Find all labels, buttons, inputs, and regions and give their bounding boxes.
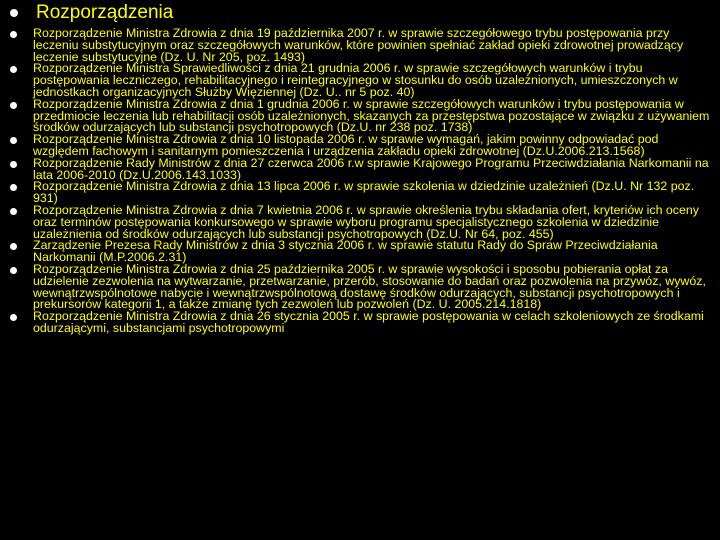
list-item-text: Zarządzenie Prezesa Rady Ministrów z dnia 3 stycznia 2006 r. w sprawie statutu Rady do Spraw Przeciwdziałania Narkomanii (M.P.2006.2.31) [33,238,658,265]
list-item-text: Rozporządzenie Ministra Zdrowia z dnia 26 stycznia 2005 r. w sprawie postępowania w celach szkoleniowych ze środkami odurzającymi, substancjami psychotropowymi [33,309,704,335]
bullet-icon [10,161,17,168]
list-item [0,240,712,264]
title-row [6,2,173,24]
list-item-text: Rozporządzenie Ministra Zdrowia z dnia 7 kwietnia 2006 r. w sprawie określenia trybu składania ofert, kryteriów ich oceny oraz terminów postępowania konkursowego w sprawie wyboru programu specjalistycznego szkolenia w dziedzinie uzależnienia od środków odurzających lub substancji psychotropowych (Dz.U. Nr 64, poz. 455) [33,202,699,241]
list-item-text: Rozporządzenie Ministra Zdrowia z dnia 25 października 2005 r. w sprawie wysokości i sposobu pobierania opłat za udzielenie zezwolenia na wytwarzanie, przetwarzanie, przerób, stosowanie do badań oraz pozwolenia na przywóz, wywóz, wewnątrzwspólnotowe nabycie i wewnątrzwspólnotową dostawę środków odurzających, substancji psychotropowych i prekursorów kategorii 1, a także zmianę tych zezwoleń lub pozwoleń (Dz. U. 2005.214.1818) [33,261,706,312]
list-item-text: Rozporządzenie Ministra Zdrowia z dnia 1 grudnia 2006 r. w sprawie szczegółowych warunków i trybu postępowania w przedmiocie leczenia lub rehabilitacji osób uzależnionych, skazanych za przestępstwa pozostające w związku z używaniem środków odurzających lub substancji psychotropowych (Dz.U. nr 238 poz. 1738) [33,96,710,135]
list-item [0,261,712,312]
bullet-icon [10,184,17,191]
slide-title: Rozporządzenia [36,2,174,23]
bullet-icon [10,31,17,38]
list-item [0,28,712,63]
list-item-text: Rozporządzenie Ministra Sprawiedliwości z dnia 21 grudnia 2006 r. w sprawie szczegółowych warunków i trybu postępowania leczniczego, rehabilitacyjnego i reintegracyjnego w stosunku do osób uzależnionych, umieszczonych w jednostkach organizacyjnych Służby Więziennej (Dz. U.. nr 5 poz. 40) [33,61,678,99]
list-item [0,155,712,182]
bullet-icon [10,243,17,250]
list-item [0,96,712,135]
list-item [0,63,712,98]
bullet-icon [10,137,17,144]
bullet-icon [10,267,17,274]
bullet-icon [10,102,17,109]
list-item [0,202,712,241]
list-item-text: Rozporządzenie Rady Ministrów z dnia 27 czerwca 2006 r.w sprawie Krajowego Programu Przeciwdziałania Narkomanii na lata 2006-2010 (Dz.U.2006.143.1033) [33,155,709,182]
regulations-list [0,28,712,335]
list-item [0,181,712,205]
bullet-icon [10,66,17,73]
list-item-text: Rozporządzenie Ministra Zdrowia z dnia 19 października 2007 r. w sprawie szczegółowego trybu postępowania przy leczeniu substytucyjnym oraz szczegółowych warunków, które powinien spełniać zakład opieki zdrowotnej prowadzący leczenie substytucyjne (Dz. U. Nr 205, poz. 1493) [33,26,684,64]
list-item [0,311,712,335]
list-item-text: Rozporządzenie Ministra Zdrowia z dnia 13 lipca 2006 r. w sprawie szkolenia w dziedzinie uzależnień (Dz.U. Nr 132 poz. 931) [33,179,695,206]
list-item [0,134,712,158]
list-item-text: Rozporządzenie Ministra Zdrowia z dnia 10 listopada 2006 r. w sprawie wymagań, jakim powinny odpowiadać pod względem fachowym i sanitarnym pomieszczenia i urządzenia zakładu opieki zdrowotnej (Dz.U.2006.213.1568) [33,132,659,158]
bullet-icon [10,208,17,215]
bullet-icon [10,314,17,321]
bullet-icon [10,9,18,17]
